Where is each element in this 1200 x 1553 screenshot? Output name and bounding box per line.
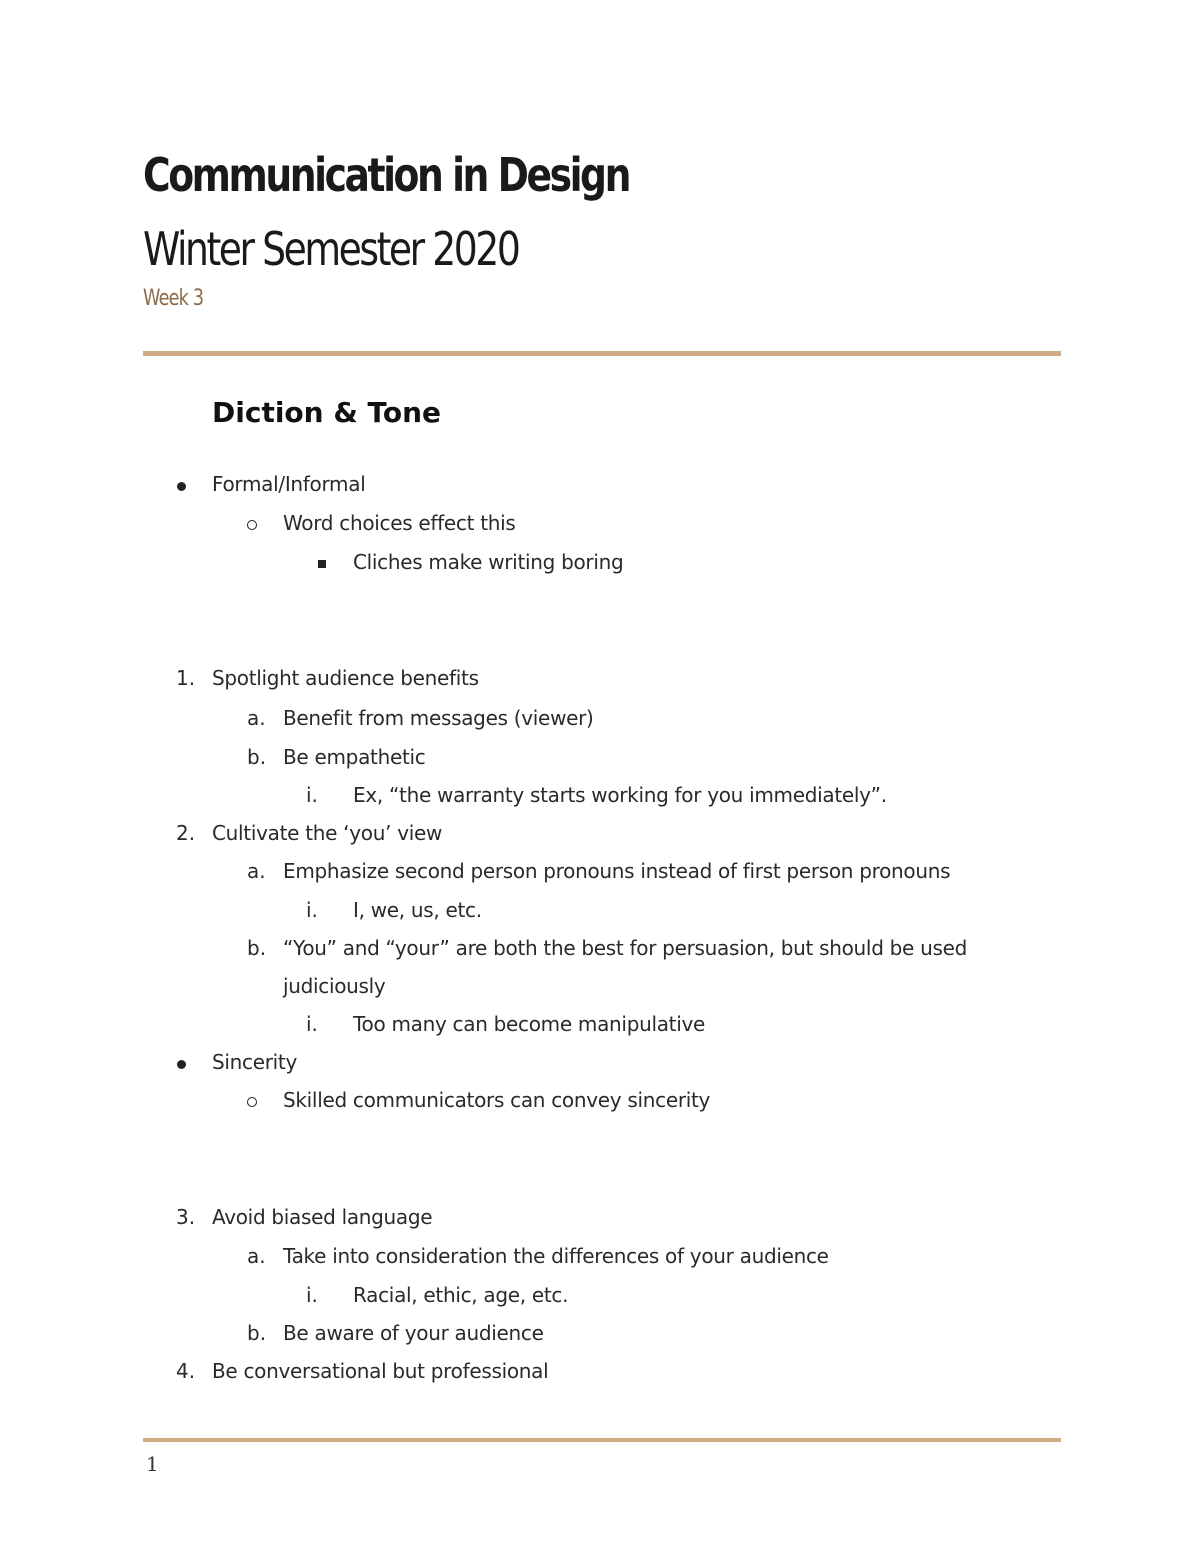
list-item-continuation: judiciously: [283, 974, 386, 998]
list-item: Racial, ethic, age, etc.: [353, 1283, 569, 1307]
section-heading: Diction & Tone: [212, 396, 442, 429]
list-marker: 1.: [176, 666, 196, 690]
bullet-disc-icon: [177, 1060, 186, 1069]
list-item: Formal/Informal: [212, 472, 366, 496]
list-item: I, we, us, etc.: [353, 898, 482, 922]
footer-divider: [143, 1438, 1061, 1442]
list-item: Word choices effect this: [283, 511, 516, 535]
list-item: Emphasize second person pronouns instead of first person pronouns: [283, 859, 951, 883]
list-item: “You” and “your” are both the best for persuasion, but should be used: [283, 936, 967, 960]
list-item: Take into consideration the differences of your audience: [283, 1244, 829, 1268]
document-subtitle: Winter Semester 2020: [143, 222, 519, 276]
list-item: Cliches make writing boring: [353, 550, 624, 574]
list-marker: 4.: [176, 1359, 196, 1383]
list-marker: a.: [247, 1244, 266, 1268]
list-marker: b.: [247, 1321, 267, 1345]
list-item: Be conversational but professional: [212, 1359, 549, 1383]
list-item: Sincerity: [212, 1050, 297, 1074]
bullet-circle-icon: [247, 1097, 257, 1107]
list-marker: b.: [247, 936, 267, 960]
list-item: Avoid biased language: [212, 1205, 433, 1229]
bullet-circle-icon: [247, 520, 257, 530]
list-marker: i.: [306, 1283, 318, 1307]
list-marker: 2.: [176, 821, 196, 845]
list-marker: a.: [247, 859, 266, 883]
bullet-square-icon: [318, 560, 326, 568]
list-marker: a.: [247, 706, 266, 730]
list-marker: i.: [306, 783, 318, 807]
header-divider: [143, 351, 1061, 356]
list-item: Skilled communicators can convey sincerity: [283, 1088, 711, 1112]
bullet-disc-icon: [177, 482, 186, 491]
list-marker: 3.: [176, 1205, 196, 1229]
list-item: Benefit from messages (viewer): [283, 706, 594, 730]
document-week-label: Week 3: [143, 286, 204, 311]
list-marker: i.: [306, 1012, 318, 1036]
page-number: 1: [146, 1452, 159, 1476]
list-item: Ex, “the warranty starts working for you immediately”.: [353, 783, 887, 807]
list-marker: b.: [247, 745, 267, 769]
list-item: Cultivate the ‘you’ view: [212, 821, 443, 845]
list-item: Too many can become manipulative: [353, 1012, 706, 1036]
list-item: Be empathetic: [283, 745, 426, 769]
list-item: Be aware of your audience: [283, 1321, 544, 1345]
list-marker: i.: [306, 898, 318, 922]
document-title: Communication in Design: [143, 148, 629, 202]
list-item: Spotlight audience benefits: [212, 666, 479, 690]
